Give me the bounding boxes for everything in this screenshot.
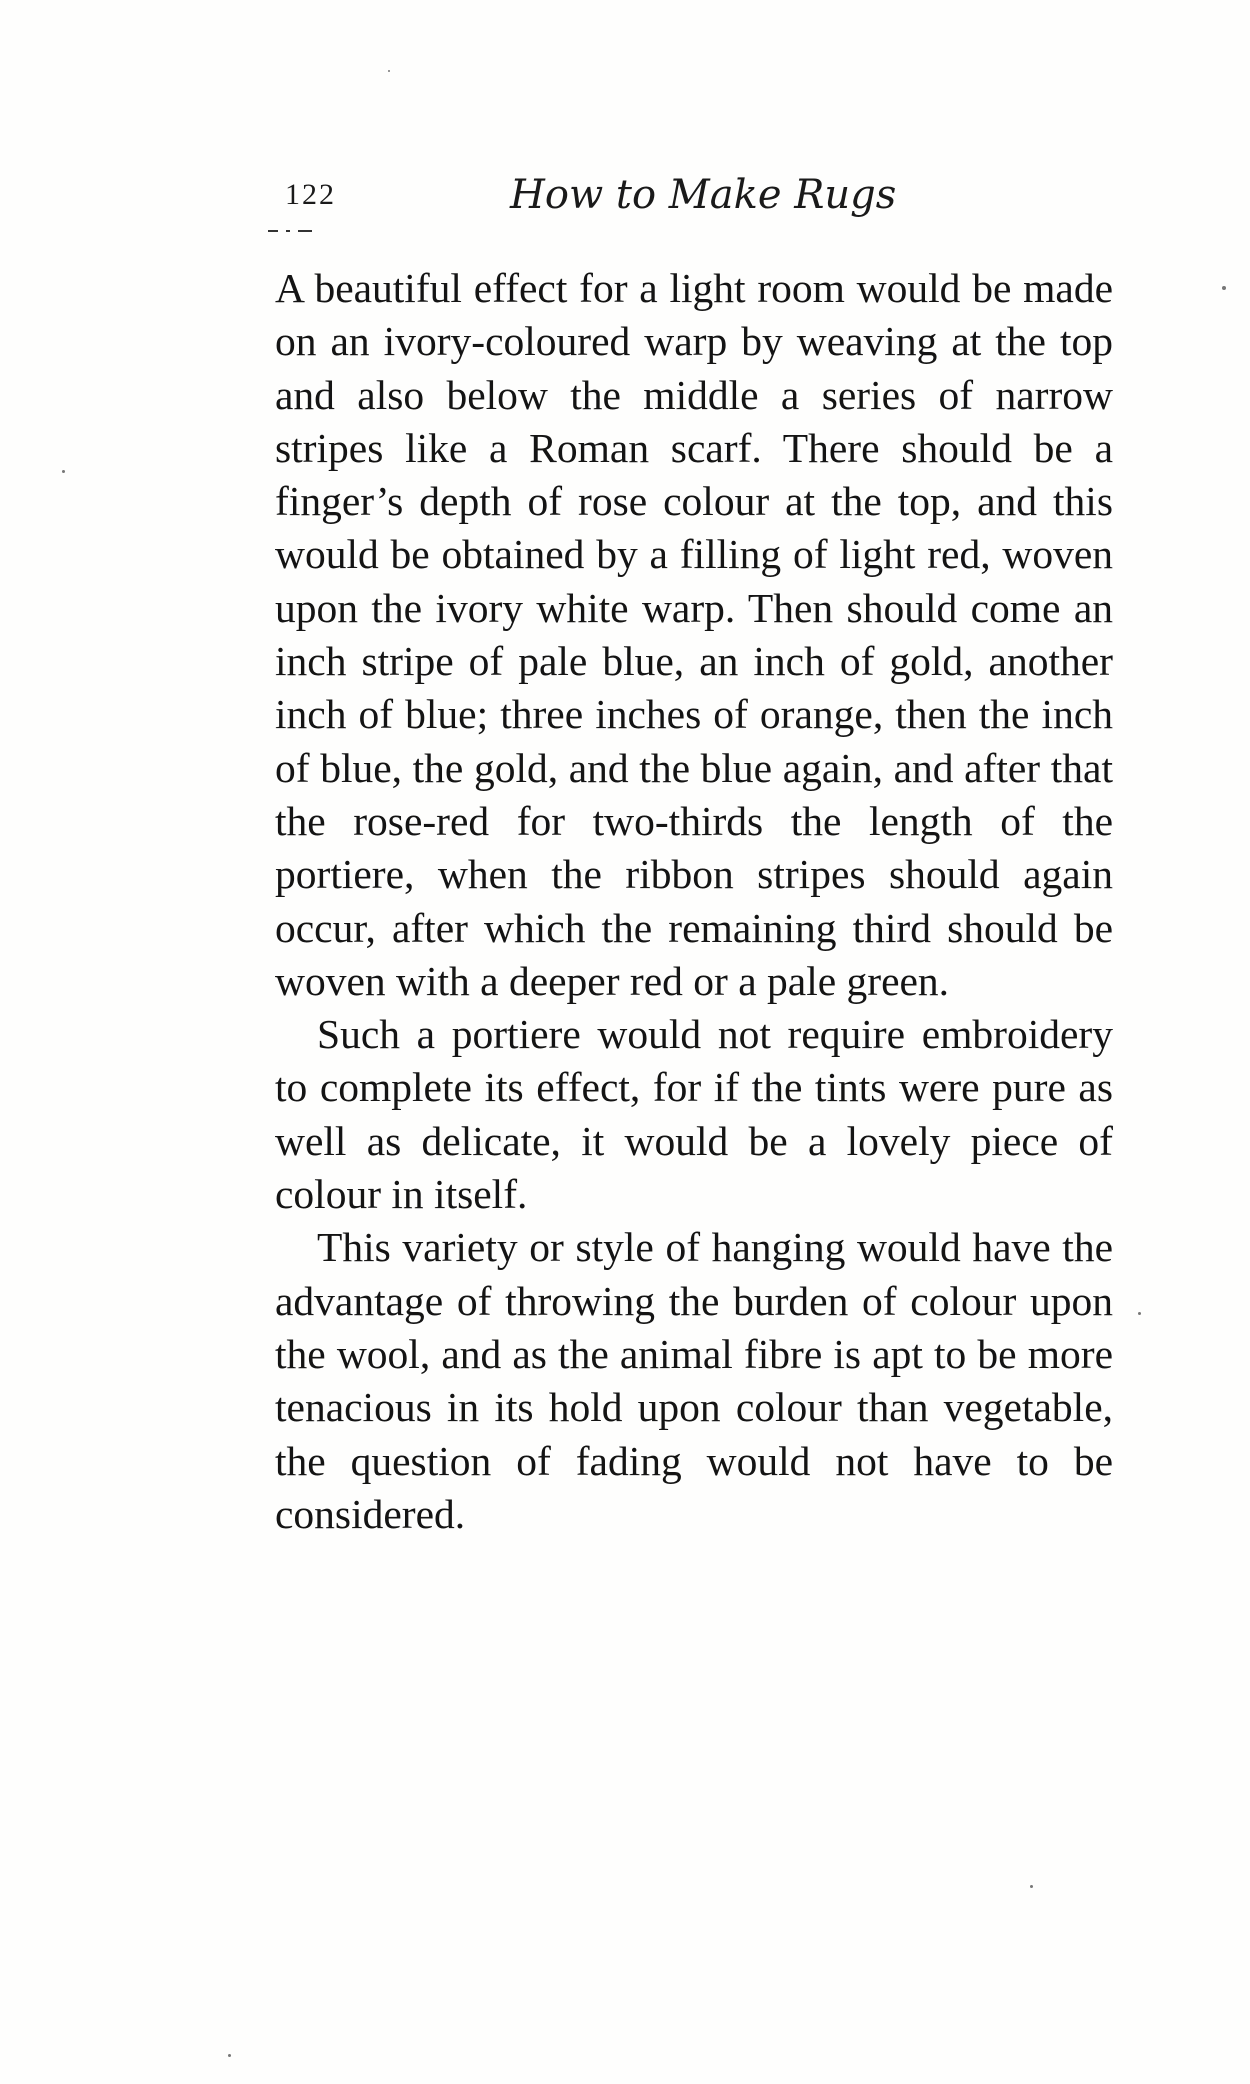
paper-speck [62, 470, 65, 473]
paper-speck [388, 70, 390, 72]
running-head: How to Make Rugs [510, 172, 897, 218]
paper-speck [228, 2054, 231, 2057]
header-rule [268, 228, 312, 234]
paper-speck [1222, 286, 1226, 290]
paper-speck [1030, 1885, 1033, 1888]
page-number: 122 [285, 178, 336, 211]
paragraph-3: This variety or style of hanging would have the advantage of throwing the burden of colour upon the wool, and as the animal fibre is apt to be more tenacious in its hold upon colour than vegetable, the question of fading would not have to be considered. [275, 1224, 1113, 1537]
body-text [275, 262, 1113, 1541]
paragraph-1: A beautiful effect for a light room would be made on an ivory-coloured warp by weaving at the top and also below the middle a series of narrow stripes like a Roman scarf. There should be a finger’s depth of rose colour at the top, and this would be obtained by a filling of light red, woven upon the ivory white warp. Then should come an inch stripe of pale blue, an inch of gold, another inch of blue; three inches of orange, then the inch of blue, the gold, and the blue again, and after that the rose-red for two-thirds the length of the portiere, when the ribbon stripes should again occur, after which the remaining third should be woven with a deeper red or a pale green. [275, 265, 1113, 1004]
paper-speck [1138, 1312, 1141, 1315]
paragraph-2: Such a portiere would not require embroidery to complete its effect, for if the tints were pure as well as delicate, it would be a lovely piece of colour in itself. [275, 1011, 1113, 1218]
page-header [285, 172, 1105, 232]
